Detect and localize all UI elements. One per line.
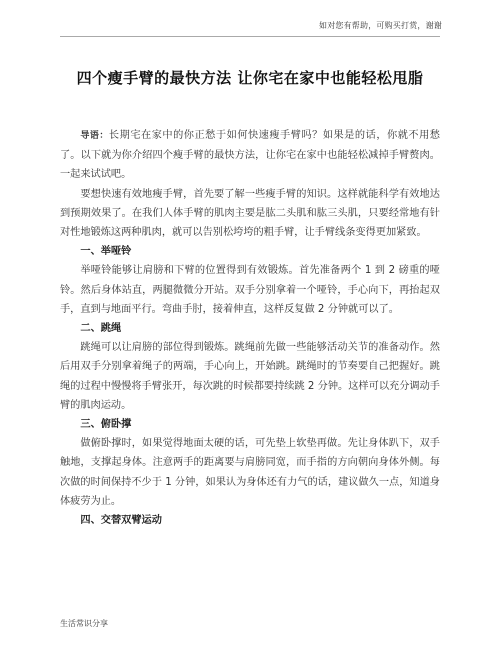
intro-paragraph: [60, 126, 440, 185]
article-body: [60, 126, 440, 530]
section-heading-pushup: 三、俯卧撑: [80, 419, 132, 431]
section-text-pushup: 做俯卧撑时，如果觉得地面太硬的话，可先垫上软垫再做。先让身体趴下，双手触地，支撑起身体。注意两手的距离要与肩膀同宽，而手指的方向朝向身体外侧。每次做的时间保持不少于 1 分钟，如果认为身体还有力气的话，建议做久一点，知道身体疲劳为止。: [60, 438, 440, 507]
page-title: 四个瘦手臂的最快方法 让你宅在家中也能轻松甩脂: [76, 69, 424, 87]
header-note: 如对您有帮助，可购买打赏，谢谢: [319, 21, 442, 30]
footer-note: 生活常识分享: [60, 619, 108, 628]
section-heading-alternating-arms: 四、交替双臂运动: [80, 515, 162, 527]
intro-label: 导语：: [80, 131, 109, 141]
header-divider: [60, 36, 440, 37]
intro-text: 长期宅在家中的你正愁于如何快速瘦手臂吗？如果是的话，你就不用愁了。以下就为你介绍四个瘦手臂的最快方法，让你宅在家中也能轻松减掉手臂赘肉。一起来试试吧。: [60, 130, 440, 181]
section-text-dumbbell: 举哑铃能够让肩膀和下臂的位置得到有效锻炼。首先准备两个 1 到 2 磅重的哑铃。然后身体站直，两腿微微分开站。双手分别拿着一个哑铃，手心向下，再抬起双手，直到与地面平行。弯曲手肘，接着伸直，这样反复做 2 分钟就可以了。: [60, 265, 440, 315]
body-paragraph: 要想快速有效地瘦手臂，首先要了解一些瘦手臂的知识。这样就能科学有效地达到预期效果了。在我们人体手臂的肌肉主要是肱二头肌和肱三头肌，只要经常地有针对性地锻炼这两种肌肉，就可以告别松垮垮的粗手臂，让手臂线条变得更加紧致。: [60, 188, 440, 239]
section-text-jump-rope: 跳绳可以让肩膀的部位得到锻炼。跳绳前先做一些能够活动关节的准备动作。然后用双手分别拿着绳子的两端，手心向上，开始跳。跳绳时的节奏要自己把握好。跳绳的过程中慢慢将手臂张开，每次跳的时候都要持续跳 2 分钟。这样可以充分调动手臂的肌肉运动。: [60, 342, 440, 411]
section-heading-dumbbell: 一、举哑铃: [80, 246, 132, 258]
section-heading-jump-rope: 二、跳绳: [80, 323, 122, 335]
